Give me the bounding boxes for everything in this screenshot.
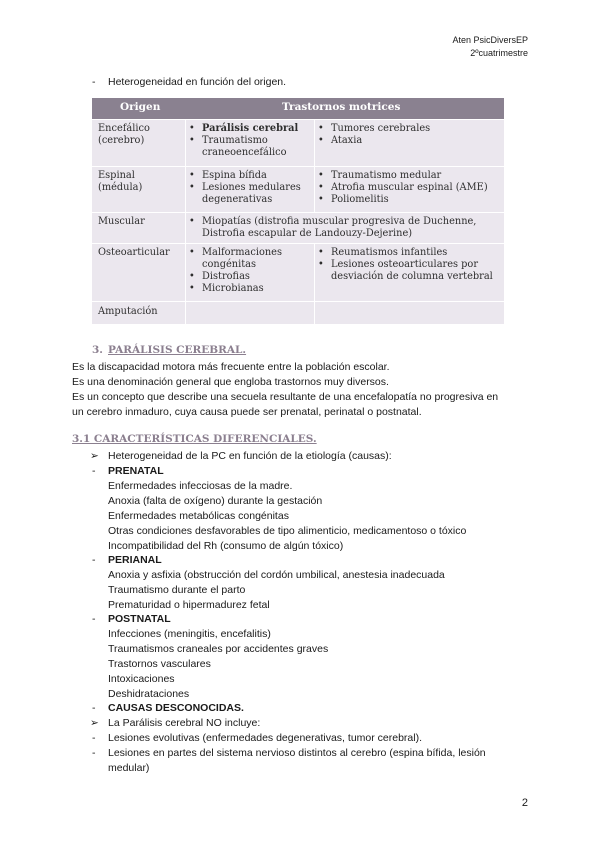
list-item: Traumatismo durante el parto <box>108 584 246 596</box>
cell-origen: Encefálico <box>98 123 150 134</box>
prenatal-label: PRENATAL <box>108 465 164 477</box>
intro-item: Heterogeneidad en función del origen. <box>108 76 287 88</box>
perianal-label: PERIANAL <box>108 554 162 566</box>
list-item: medular) <box>108 762 150 774</box>
cell-origen: (cerebro) <box>98 135 145 146</box>
cell-origen: Osteoarticular <box>98 247 170 258</box>
column-divider <box>314 119 315 212</box>
bullet: • <box>318 123 324 134</box>
header-course: Aten PsicDiversEP <box>452 35 528 45</box>
arrow-bullet: ➢ <box>90 717 99 729</box>
causas-label: CAUSAS DESCONOCIDAS. <box>108 702 244 714</box>
list-item: Deshidrataciones <box>108 688 190 700</box>
paragraph: un cerebro inmaduro, cuya causa puede ser prenatal, perinatal o postnatal. <box>72 406 422 418</box>
list-dash: - <box>92 554 96 566</box>
cell-item: Espina bífida <box>202 170 267 181</box>
list-item: Enfermedades infecciosas de la madre. <box>108 480 293 492</box>
bullet: • <box>318 194 324 205</box>
list-item: Infecciones (meningitis, encefalitis) <box>108 628 271 640</box>
cell-origen: (médula) <box>98 182 143 193</box>
cell-item: Tumores cerebrales <box>331 123 431 134</box>
list-item: Traumatismos craneales por accidentes graves <box>108 643 329 655</box>
bullet: • <box>318 259 324 270</box>
column-divider <box>185 119 186 324</box>
paragraph: Es un concepto que describe una secuela resultante de una encefalopatía no progresiva en <box>72 391 499 403</box>
cell-origen: Espinal <box>98 170 135 181</box>
table-header <box>92 98 504 119</box>
list-dash: - <box>92 732 96 744</box>
bullet: • <box>189 135 195 146</box>
cell-item: Distrofias <box>202 271 250 282</box>
list-item: Lesiones evolutivas (enfermedades degenerativas, tumor cerebral). <box>108 732 423 744</box>
list-dash: - <box>92 76 96 88</box>
cell-origen: Amputación <box>98 306 158 317</box>
paragraph: Es la discapacidad motora más frecuente entre la población escolar. <box>72 361 390 373</box>
cell-item: Lesiones medulares <box>202 182 301 193</box>
bullet: • <box>189 182 195 193</box>
cell-item: Miopatías (distrofia muscular progresiva de Duchenne, <box>202 216 477 227</box>
header-trastornos: Trastornos motrices <box>282 101 401 113</box>
list-item: Trastornos vasculares <box>108 658 211 670</box>
cell-item: Malformaciones <box>202 247 282 258</box>
page-header <box>452 34 528 60</box>
cell-item: Ataxia <box>331 135 363 146</box>
paragraph: Es una denominación general que engloba trastornos muy diversos. <box>72 376 389 388</box>
cell-item: Parálisis cerebral <box>202 123 299 134</box>
cell-item: Reumatismos infantiles <box>331 247 448 258</box>
cell-item: Distrofia escapular de Landouzy-Dejerine) <box>202 228 413 239</box>
bullet: • <box>318 247 324 258</box>
bullet: • <box>189 216 195 227</box>
list-item: Prematuridad o hipermadurez fetal <box>108 599 270 611</box>
arrow-bullet: ➢ <box>90 450 99 462</box>
cell-item: desviación de columna vertebral <box>331 271 493 282</box>
bullet: • <box>189 283 195 294</box>
bullet: • <box>318 182 324 193</box>
column-divider <box>314 243 315 324</box>
cell-item: Poliomelitis <box>331 194 389 205</box>
subsection-title: 3.1 CARACTERÍSTICAS DIFERENCIALES. <box>72 433 317 445</box>
cell-item: degenerativas <box>202 194 273 205</box>
bullet: • <box>189 271 195 282</box>
bullet: • <box>318 135 324 146</box>
cell-item: craneoencefálico <box>202 147 287 158</box>
bullet: • <box>189 123 195 134</box>
list-item: Heterogeneidad de la PC en función de la etiología (causas): <box>108 450 392 462</box>
motor-disorders-table <box>92 98 504 324</box>
list-item: Otras condiciones desfavorables de tipo alimenticio, medicamentoso o tóxico <box>108 525 467 537</box>
cell-item: Microbianas <box>202 283 264 294</box>
list-item: Incompatibilidad del Rh (consumo de algún tóxico) <box>108 540 344 552</box>
bullet: • <box>318 170 324 181</box>
header-term: 2ºcuatrimestre <box>470 48 528 58</box>
section-title: PARÁLISIS CEREBRAL. <box>108 344 247 356</box>
list-item: Anoxia (falta de oxígeno) durante la gestación <box>108 495 323 507</box>
cell-item: congénitas <box>202 259 257 270</box>
header-origen: Origen <box>120 101 161 113</box>
list-dash: - <box>92 465 96 477</box>
list-item: Enfermedades metabólicas congénitas <box>108 510 289 522</box>
cell-item: Lesiones osteoarticulares por <box>331 259 479 270</box>
list-item: Intoxicaciones <box>108 673 175 685</box>
page-number: 2 <box>521 797 528 809</box>
cell-origen: Muscular <box>98 216 145 227</box>
bullet: • <box>189 170 195 181</box>
list-dash: - <box>92 702 96 714</box>
bullet: • <box>189 247 195 258</box>
list-item: Anoxia y asfixia (obstrucción del cordón umbilical, anestesia inadecuada <box>108 569 445 581</box>
list-dash: - <box>92 613 96 625</box>
cell-item: Traumatismo medular <box>331 170 442 181</box>
list-item: La Parálisis cerebral NO incluye: <box>108 717 261 729</box>
section-number: 3. <box>92 344 103 356</box>
list-item: Lesiones en partes del sistema nervioso distintos al cerebro (espina bífida, lesión <box>108 747 486 759</box>
list-dash: - <box>92 747 96 759</box>
cell-item: Atrofia muscular espinal (AME) <box>331 182 488 193</box>
postnatal-label: POSTNATAL <box>108 613 171 625</box>
cell-item: Traumatismo <box>202 135 268 146</box>
